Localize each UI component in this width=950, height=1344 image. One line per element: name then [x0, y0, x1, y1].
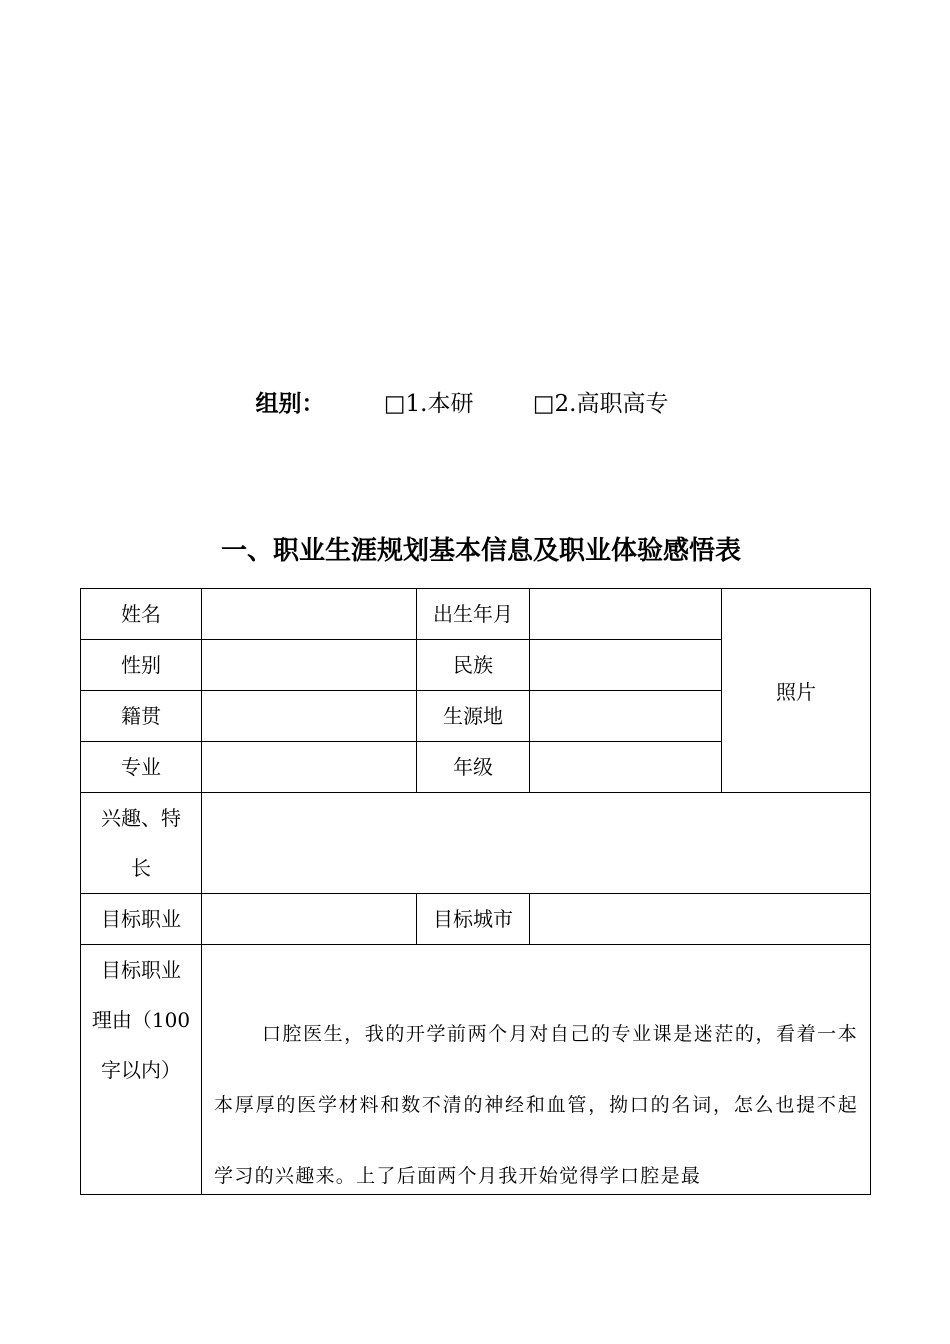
origin-field[interactable] — [530, 691, 722, 742]
target-job-label: 目标职业 — [81, 894, 202, 945]
reason-label-line2: 理由（100 — [91, 1008, 191, 1032]
target-job-field[interactable] — [202, 894, 417, 945]
grade-label: 年级 — [417, 742, 530, 793]
group-selection — [0, 384, 950, 424]
reason-label — [81, 945, 202, 1195]
ethnicity-label: 民族 — [417, 640, 530, 691]
gender-field[interactable] — [202, 640, 417, 691]
page-title: 一、职业生涯规划基本信息及职业体验感悟表 — [220, 536, 741, 566]
target-city-field[interactable] — [530, 894, 871, 945]
name-field[interactable] — [202, 589, 417, 640]
reason-text: 口腔医生，我的开学前两个月对自己的专业课是迷茫的，看着一本本厚厚的医学材料和数不清的神经和血管，拗口的名词，怎么也提不起学习的兴趣来。上了后面两个月我开始觉得学口腔是最 — [214, 1023, 858, 1187]
major-field[interactable] — [202, 742, 417, 793]
reason-field[interactable] — [202, 945, 871, 1195]
group-option-vocational[interactable]: □2.高职高专 — [532, 391, 669, 417]
birth-field[interactable] — [530, 589, 722, 640]
reason-label-line3: 字以内） — [101, 1058, 181, 1082]
group-label: 组别： — [255, 391, 325, 417]
origin-label: 生源地 — [417, 691, 530, 742]
major-label: 专业 — [81, 742, 202, 793]
interests-label-line1: 兴趣、特 — [101, 806, 181, 830]
native-place-label: 籍贯 — [81, 691, 202, 742]
target-city-label: 目标城市 — [417, 894, 530, 945]
photo-cell[interactable]: 照片 — [722, 589, 871, 793]
ethnicity-field[interactable] — [530, 640, 722, 691]
interests-label — [81, 793, 202, 894]
gender-label: 性别 — [81, 640, 202, 691]
group-option-undergrad[interactable]: □1.本研 — [383, 391, 474, 417]
interests-field[interactable] — [202, 793, 871, 894]
grade-field[interactable] — [530, 742, 722, 793]
interests-label-line2: 长 — [131, 856, 151, 880]
name-label: 姓名 — [81, 589, 202, 640]
birth-label: 出生年月 — [417, 589, 530, 640]
reason-label-line1: 目标职业 — [101, 958, 181, 982]
career-info-form — [80, 588, 871, 1195]
native-place-field[interactable] — [202, 691, 417, 742]
